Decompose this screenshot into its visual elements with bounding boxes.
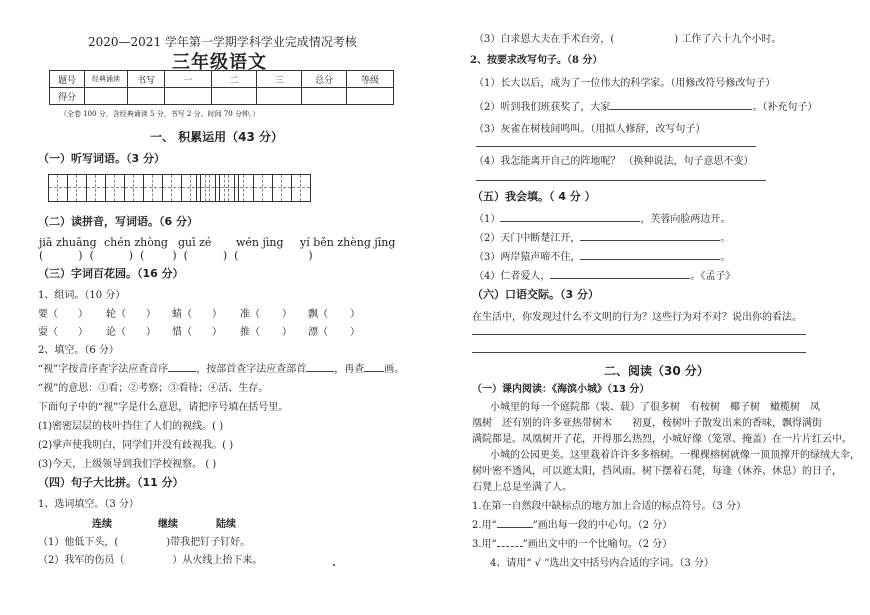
- score-header-cell: 等级: [347, 71, 394, 88]
- word-item: 推（: [240, 327, 260, 338]
- blank-line[interactable]: [168, 361, 196, 372]
- word-item-close: ）: [212, 309, 222, 320]
- score-cell[interactable]: [85, 88, 128, 105]
- reading-question-3: [472, 535, 672, 550]
- underline-sample: [497, 517, 533, 528]
- pinyin-answer-brackets[interactable]: ( ) ( ) ( ) ( ) ( ): [39, 249, 313, 262]
- q-fill-blank: 2、填空。（6 分）: [38, 345, 119, 356]
- word-item: 准（: [240, 309, 260, 320]
- poem-text: （3）两岸猿声啼不住，: [474, 252, 581, 263]
- blank-line[interactable]: [580, 230, 720, 241]
- poem-text: （4）仁者爱人，: [474, 271, 551, 282]
- answer-line[interactable]: [472, 352, 806, 353]
- section-pinyin-title: （二）读拼音，写词语。（6 分）: [38, 215, 198, 228]
- reading-question-2: [472, 516, 672, 531]
- word-item-close: ）: [282, 309, 292, 320]
- blank-line[interactable]: [364, 361, 384, 372]
- choose-question-2: [38, 551, 262, 566]
- choose-question-1: [38, 533, 250, 548]
- section-words-title: （三）字词百花园。（16 分）: [38, 267, 184, 280]
- word-item-close: ）: [146, 327, 156, 338]
- q-choose-word: 1、选词填空。（3 分）: [38, 499, 139, 510]
- word-item-close: ）: [350, 309, 360, 320]
- word-item: 漂（: [308, 327, 328, 338]
- rewrite-question-1: （1）长大以后，成为了一位伟大的科学家。（用修改符号修改句子）: [474, 78, 776, 89]
- passage-line: 满院都是。凤凰树开了花，开得那么热烈，小城好像（笼罩、掩盖）在一片片红云中。: [472, 434, 852, 445]
- section-dictation-title: （一）听写词语。（3 分）: [38, 152, 165, 165]
- fill-text: 画。: [384, 364, 405, 375]
- reading-question-1: 1.在第一自然段中缺标点的地方加上合适的标点符号。（3 分）: [472, 501, 747, 512]
- score-cell[interactable]: [212, 88, 257, 105]
- score-cell[interactable]: [302, 88, 347, 105]
- pinyin-word: yí běn zhèng jīng: [300, 236, 396, 249]
- poem-fill-2: （2）天门中断楚江开， 。: [474, 229, 730, 244]
- poem-text: 。《孟子》: [690, 271, 736, 282]
- meaning-line: “视”的意思：①看；②考察；③看待；④活、生存。: [38, 383, 269, 394]
- blank-line[interactable]: [550, 268, 690, 279]
- word-item: 耍（: [38, 327, 58, 338]
- choice-word: 继续: [158, 519, 178, 530]
- scan-speck: [333, 564, 335, 566]
- word-item: 飘（: [308, 309, 328, 320]
- score-cell[interactable]: [257, 88, 302, 105]
- section-sentence-title: （四）句子大比拼。（11 分）: [38, 476, 184, 489]
- choose-text: ）从火线上抬下来。: [172, 555, 263, 566]
- word-item: 蜻（: [172, 309, 192, 320]
- fill-text: “视”字按音序查字法应查音序: [38, 364, 169, 375]
- reading-title: （一）课内阅读：《海滨小城》（13 分）: [472, 384, 650, 395]
- choose-text: （2）我军的伤员（: [38, 555, 125, 566]
- word-item-close: ）: [78, 327, 88, 338]
- meaning-question-2: (2)掌声使我明白，同学们并没有歧视我。( ): [38, 440, 234, 451]
- word-item: 惜（: [172, 327, 192, 338]
- reading-text: ”画出每一段的中心句。（2 分）: [532, 520, 673, 531]
- score-table-header-row: [50, 71, 394, 88]
- score-table-score-row: [50, 88, 394, 105]
- passage-line: 凰树 还有别的许多亚热带树木 初夏，桉树叶子散发出来的香味，飘得满街: [472, 418, 822, 429]
- poem-text: （2）天门中断楚江开，: [474, 233, 581, 244]
- meaning-question-3: (3)今天，上级领导到我们学校视察。 ( ): [38, 459, 217, 470]
- blank-line[interactable]: [306, 361, 334, 372]
- answer-line[interactable]: [476, 180, 766, 181]
- fill-line-1: [38, 360, 404, 375]
- poem-fill-4: [474, 267, 735, 282]
- passage-line: 小城里的每一个庭院都（装、载）了很多树 有桉树 椰子树 橄榄树 凤: [490, 402, 820, 413]
- rewrite-text: 。（补充句子）: [752, 102, 818, 113]
- score-header-cell: 题号: [50, 71, 85, 88]
- choice-word: 陆续: [216, 519, 236, 530]
- reading-text: 2.用“: [472, 520, 497, 531]
- blank-line[interactable]: [610, 99, 752, 110]
- score-header-cell: 二: [212, 71, 257, 88]
- fill-text: ，按部首查字法应查部首: [196, 364, 307, 375]
- word-item-close: ）: [350, 327, 360, 338]
- underline-sample: [497, 536, 523, 547]
- choose-question-3: [474, 30, 781, 45]
- score-header-cell: 总分: [302, 71, 347, 88]
- rewrite-text: （2）听到我们班获奖了，大家: [474, 102, 611, 113]
- section-fill-title: （五）我会填。（ 4 分 ）: [472, 190, 596, 203]
- section-oral-title: （六）口语交际。（3 分）: [472, 288, 599, 301]
- choose-text: )带我把钉子钉好。: [166, 537, 251, 548]
- exam-note: （全卷 100 分，含经典诵读 5 分，书写 2 分。时间 70 分钟。）: [60, 110, 260, 118]
- choice-word: 连续: [92, 519, 112, 530]
- pinyin-word: chén zhòng: [104, 236, 168, 249]
- score-cell[interactable]: [128, 88, 165, 105]
- word-item-close: ）: [78, 309, 88, 320]
- blank-line[interactable]: [500, 211, 640, 222]
- word-item: 轮（: [106, 309, 126, 320]
- answer-line[interactable]: [476, 146, 756, 147]
- choose-text: （1）他低下头，(: [38, 537, 119, 548]
- word-item-close: ）: [146, 309, 156, 320]
- reading-question-4: 4、请用“ √ ”选出文中括号内合适的字词。（3 分）: [490, 558, 714, 569]
- passage-line: 石凳上总是坐满了人。: [472, 482, 572, 493]
- part1-title: 一、 积累运用（43 分）: [150, 130, 284, 144]
- score-row-label: 得分: [50, 88, 85, 105]
- poem-fill-1: [474, 210, 730, 225]
- instruction-line: 下面句子中的“视”字是什么意思，请把序号填在括号里。: [38, 402, 289, 413]
- rewrite-question-4: （4）我怎能离开自己的阵地呢？ （换种说法，句子意思不变）: [474, 156, 754, 167]
- pinyin-word: wén jìng: [236, 236, 284, 249]
- poem-text: ，芙蓉向脸两边开。: [640, 214, 731, 225]
- pinyin-word: jiā zhuāng: [39, 236, 97, 249]
- score-cell[interactable]: [347, 88, 394, 105]
- reading-text: 3.用“: [472, 539, 497, 550]
- word-item: 要（: [38, 309, 58, 320]
- rewrite-question-2: [474, 98, 817, 113]
- choose-text: （3）白求恩大夫在手术台旁，(: [474, 34, 615, 45]
- q-rewrite: 2、按要求改写句子。（8 分）: [470, 55, 603, 66]
- score-header-cell: 三: [257, 71, 302, 88]
- rewrite-question-3: （3）灰雀在树枝间鸣叫。（用拟人修辞，改写句子）: [474, 124, 706, 135]
- score-header-cell: 一: [165, 71, 212, 88]
- answer-line[interactable]: [472, 334, 806, 335]
- choose-text: ) 工作了六十九个小时。: [674, 34, 782, 45]
- pinyin-word: guī zé: [178, 236, 212, 249]
- part2-title: 二、阅读（30 分）: [604, 364, 709, 378]
- exam-title: 2020—2021 学年第一学期学科学业完成情况考核: [88, 35, 357, 49]
- poem-fill-3: （3）两岸猿声啼不住， 。: [474, 248, 730, 263]
- score-header-cell: 书写: [128, 71, 165, 88]
- fill-text: ，再查: [334, 364, 365, 375]
- dictation-grid-3[interactable]: [196, 174, 311, 202]
- q-group-words: 1、组词。（10 分）: [38, 290, 126, 301]
- oral-question: 在生活中，你发现过什么不文明的行为？这些行为对不对？说出你的看法。: [472, 312, 802, 323]
- passage-line: 树叶密不透风，可以遮太阳，挡风雨。树下摆着石凳，每逢（休养、休息）的日子，: [472, 466, 842, 477]
- score-header-cell: 经典诵读: [85, 71, 128, 88]
- poem-text: （1）: [474, 214, 501, 225]
- reading-text: ”画出文中的一个比喻句。（2 分）: [522, 539, 673, 550]
- score-table: [49, 70, 394, 105]
- meaning-question-1: (1)密密层层的枝叶挡住了人们的视线。( ): [38, 421, 224, 432]
- passage-line: 小城的公园更美。这里栽着许许多多榕树。一棵棵榕树就像一顶顶撑开的绿绒大伞，: [490, 450, 860, 461]
- word-item-close: ）: [282, 327, 292, 338]
- word-item-close: ）: [212, 327, 222, 338]
- score-cell[interactable]: [165, 88, 212, 105]
- word-item: 论（: [106, 327, 126, 338]
- subject-title: 三年级语文: [172, 52, 267, 73]
- blank-line[interactable]: [580, 249, 720, 260]
